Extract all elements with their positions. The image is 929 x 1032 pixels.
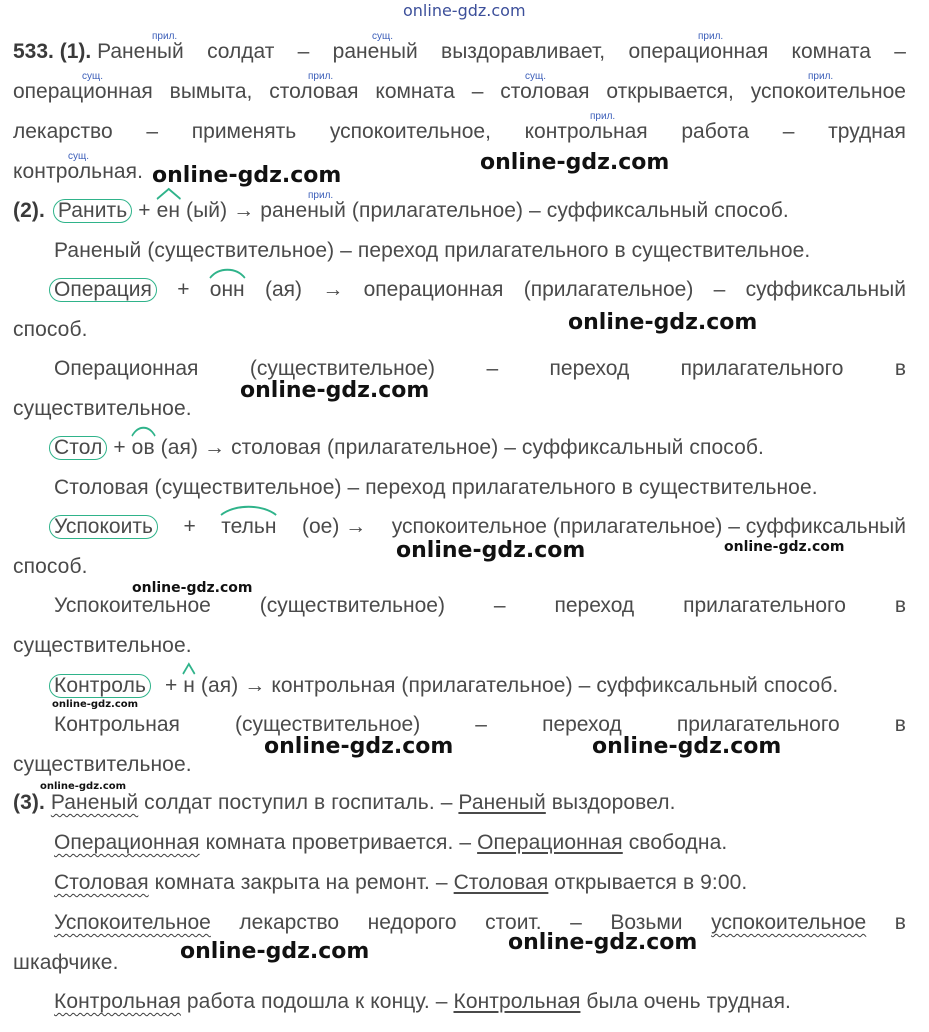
sentence-text: комната проветривается. –	[205, 831, 472, 854]
continuation: способ.	[13, 555, 88, 578]
word: операционная	[363, 278, 504, 301]
noun-underlined: Раненый	[458, 791, 546, 814]
transition-line: Раненый (существительное) – переход прилагательного в существительное.	[54, 239, 811, 262]
suffix	[157, 199, 180, 223]
watermark: online-gdz.com	[508, 930, 698, 955]
word: Возьми	[610, 911, 683, 934]
watermark: online-gdz.com	[180, 939, 370, 964]
watermark: online-gdz.com	[52, 699, 139, 710]
root-box: Операция	[49, 278, 157, 302]
word: в	[894, 713, 906, 736]
sentence-text: была очень трудная.	[586, 990, 791, 1013]
word: –	[146, 120, 159, 143]
noun-underlined: Столовая	[453, 871, 549, 894]
word: успокоительное,	[329, 120, 491, 143]
label-adj: прил.	[152, 31, 178, 42]
suffix	[210, 278, 245, 302]
adjective-underlined: Операционная	[54, 831, 200, 854]
derivation-text: столовая (прилагательное) – суффиксальный способ.	[231, 436, 764, 459]
suffix-arc-icon	[157, 188, 180, 200]
sentence-text: открывается в 9:00.	[554, 871, 748, 894]
adjective-underlined: Столовая	[54, 871, 149, 894]
label-adj: прил.	[808, 71, 834, 82]
plus: +	[138, 199, 151, 222]
root-box: Ранить	[53, 199, 132, 223]
label-noun: сущ.	[82, 71, 104, 82]
entry-kontrol	[54, 674, 838, 698]
watermark: online-gdz.com	[132, 580, 253, 596]
word: Успокоительное	[54, 594, 211, 617]
word: Операционная	[54, 357, 199, 380]
label-adj: прил.	[590, 111, 616, 122]
word: столовая	[500, 80, 590, 103]
sentence-text: свободна.	[628, 831, 728, 854]
continuation: существительное.	[13, 397, 192, 420]
transition-line	[54, 594, 906, 618]
label-adj: прил.	[698, 31, 724, 42]
label-noun: сущ.	[525, 71, 547, 82]
suffix-arc-icon	[221, 504, 276, 516]
suffix-arc-icon	[210, 267, 245, 279]
ending: (ое) →	[302, 515, 367, 538]
suffix-text: ен	[156, 199, 181, 222]
continuation: шкафчике.	[13, 951, 119, 974]
root-box: Контроль	[49, 674, 151, 698]
word: солдат	[207, 40, 275, 63]
watermark: online-gdz.com	[264, 734, 454, 759]
watermark: online-gdz.com	[480, 150, 670, 175]
sentence-5	[54, 990, 791, 1014]
word: переход	[554, 594, 635, 617]
sentence-1	[13, 791, 676, 815]
noun-underlined: Контрольная	[453, 990, 581, 1013]
word: столовая	[269, 80, 359, 103]
word: вымыта,	[169, 80, 253, 103]
sentence-text: выздоровел.	[551, 791, 676, 814]
word: работа	[681, 120, 750, 143]
ending: (ая) →	[160, 436, 226, 459]
sentence-2	[54, 831, 727, 855]
word: стоит.	[485, 911, 542, 934]
word: –	[570, 911, 582, 934]
watermark: online-gdz.com	[568, 310, 758, 335]
derivation-text: успокоительное (прилагательное) – суффиксальный	[391, 515, 906, 538]
word: суффиксальный	[745, 278, 906, 301]
label-adj: прил.	[308, 71, 334, 82]
word: переход	[549, 357, 630, 380]
watermark: online-gdz.com	[40, 781, 127, 792]
sentence-4	[54, 911, 906, 935]
word: в	[894, 911, 906, 934]
adjective-underlined: Контрольная	[54, 990, 181, 1013]
word: –	[297, 40, 310, 63]
continuation: существительное.	[13, 753, 192, 776]
root-box: Успокоить	[49, 515, 158, 539]
part-marker-2: (2).	[13, 199, 45, 222]
word: Контрольная	[54, 713, 180, 736]
arrow: →	[322, 278, 344, 301]
entry-uspokoit	[54, 515, 906, 539]
entry-stol	[54, 436, 764, 460]
word: применять	[191, 120, 297, 143]
part1-line2	[13, 80, 906, 104]
watermark: online-gdz.com	[240, 378, 430, 403]
plus: +	[113, 436, 126, 459]
sentence-text: комната закрыта на ремонт. –	[154, 871, 448, 894]
word: успокоительное	[750, 80, 906, 103]
sentence-3	[54, 871, 747, 895]
plus: +	[183, 515, 196, 538]
part1-line1	[13, 40, 906, 64]
part1-line4: контрольная.	[13, 160, 144, 183]
word: комната	[375, 80, 455, 103]
word: прилагательного	[676, 713, 840, 736]
suffix	[132, 436, 155, 460]
derivation-text: контрольная (прилагательное) – суффиксальный способ.	[271, 674, 839, 697]
word: прилагательного	[680, 357, 844, 380]
word: –	[782, 120, 795, 143]
derivation-text: раненый (прилагательное) – суффиксальный способ.	[260, 199, 789, 222]
word: переход	[542, 713, 622, 736]
word: –	[475, 713, 487, 736]
word: лекарство	[13, 120, 113, 143]
suffix-text: онн	[209, 278, 245, 301]
ending: (ая) →	[200, 674, 266, 697]
suffix	[183, 674, 195, 698]
noun-underlined: Операционная	[477, 831, 623, 854]
exercise-number: 533.	[13, 40, 54, 63]
entry-ranit	[13, 199, 789, 223]
word: выздоравливает,	[441, 40, 606, 63]
word: лекарство	[239, 911, 340, 934]
word: в	[894, 357, 906, 380]
word: комната	[791, 40, 871, 63]
watermark: online-gdz.com	[592, 734, 782, 759]
ending: (ый) →	[186, 199, 255, 222]
part-marker-1: (1).	[59, 40, 92, 63]
word: (существительное)	[249, 357, 436, 380]
suffix-text: ов	[131, 436, 155, 459]
transition-line: Столовая (существительное) – переход прилагательного в существительное.	[54, 476, 818, 499]
part1-line3	[13, 120, 906, 144]
suffix	[221, 515, 276, 539]
suffix-arc-icon	[132, 425, 155, 437]
transition-line	[54, 357, 906, 381]
label-adj: прил.	[308, 190, 334, 201]
word: (существительное)	[259, 594, 445, 617]
word: (прилагательное)	[523, 278, 694, 301]
word: недорого	[367, 911, 457, 934]
label-noun: сущ.	[372, 31, 394, 42]
suffix-text: тельн	[221, 515, 277, 538]
sentence-text: работа подошла к концу. –	[186, 990, 448, 1013]
site-logo[interactable]: online-gdz.com	[403, 1, 526, 20]
watermark: online-gdz.com	[152, 163, 342, 188]
word: –	[493, 594, 506, 617]
part-marker-3: (3).	[13, 791, 45, 814]
word: контрольная	[524, 120, 648, 143]
suffix-text: н	[183, 674, 195, 697]
label-noun: сущ.	[68, 151, 90, 162]
adjective-underlined: Успокоительное	[54, 911, 211, 934]
watermark: online-gdz.com	[724, 539, 845, 555]
word: операционная	[13, 80, 153, 103]
word: –	[713, 278, 726, 301]
sentence-text: солдат поступил в госпиталь. –	[144, 791, 453, 814]
word: –	[486, 357, 499, 380]
word: операционная	[628, 40, 769, 63]
word: прилагательного	[683, 594, 846, 617]
word: трудная	[828, 120, 906, 143]
adjective-underlined: успокоительное	[711, 911, 867, 934]
plus: +	[177, 278, 190, 301]
word: Раненый	[97, 40, 184, 63]
watermark: online-gdz.com	[396, 538, 586, 563]
word: открывается,	[606, 80, 734, 103]
word: (существительное)	[234, 713, 421, 736]
continuation: способ.	[13, 318, 88, 341]
entry-operatsiya	[54, 278, 906, 302]
adjective-underlined: Раненый	[50, 791, 139, 814]
word: –	[894, 40, 906, 63]
continuation: существительное.	[13, 634, 192, 657]
word: –	[471, 80, 484, 103]
root-box: Стол	[49, 436, 107, 460]
suffix-arc-icon	[183, 663, 195, 675]
plus: +	[164, 674, 178, 697]
word: раненый	[332, 40, 418, 63]
ending: (ая)	[264, 278, 302, 301]
word: в	[894, 594, 906, 617]
